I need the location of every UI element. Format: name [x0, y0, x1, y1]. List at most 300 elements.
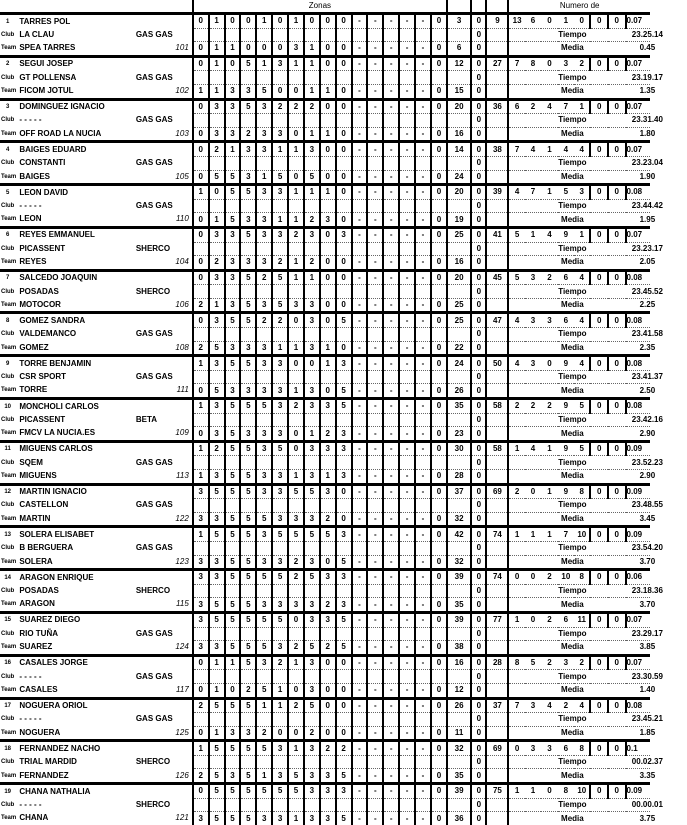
- lap1-zone-score: 5: [272, 570, 288, 585]
- empty-zone-cell: [336, 71, 352, 85]
- club-penalty: 0: [471, 199, 486, 213]
- extra-count: 0: [608, 741, 626, 756]
- lap2-penalty: 0: [471, 170, 486, 185]
- lap1-zone-score: 3: [320, 784, 336, 799]
- ratio-value: 0.08: [626, 698, 650, 713]
- score-count: 9: [558, 484, 574, 499]
- lap2-zone-score: 3: [256, 298, 272, 313]
- tiempo-value: 23.54.20: [631, 543, 663, 553]
- lap2-zone-score: -: [352, 384, 368, 399]
- lap2-zone-score: 3: [193, 812, 209, 825]
- lap1-zone-score: -: [415, 484, 431, 499]
- rider-team: SUAREZ: [19, 642, 53, 652]
- lap1-zone-score: 5: [272, 612, 288, 627]
- rider-club: - - - - -: [19, 714, 42, 724]
- lap2-zone-score: -: [383, 298, 399, 313]
- lap2-zone-score: -: [352, 683, 368, 698]
- lap2-zone-score: 0: [272, 84, 288, 99]
- tiempo-value: 23.44.42: [631, 201, 663, 211]
- lap2-zone-score: -: [383, 683, 399, 698]
- lap1-zone-score: 1: [256, 56, 272, 71]
- lap2-zone-score: 5: [225, 641, 241, 656]
- lap2-zone-score: -: [415, 84, 431, 99]
- extra-count: 0: [608, 14, 626, 29]
- lap2-zone-score: 0: [431, 427, 447, 442]
- empty-zone-cell: [240, 798, 256, 812]
- rider-club-row: [0, 156, 650, 170]
- lap1-zone-score: 5: [240, 484, 256, 499]
- lap1-zone-score: 5: [225, 612, 241, 627]
- lap2-zone-score: 0: [431, 213, 447, 228]
- tiempo-cell: [508, 456, 663, 470]
- empty-total-cell: [447, 242, 471, 256]
- lap1-zone-score: 5: [240, 570, 256, 585]
- lap1-zone-score: 1: [193, 741, 209, 756]
- lap1-zone-score: 1: [193, 356, 209, 371]
- lap2-zone-score: 0: [336, 726, 352, 741]
- lap2-zone-score: -: [383, 427, 399, 442]
- empty-zone-cell: [288, 584, 304, 598]
- lap2-zone-score: 3: [288, 598, 304, 613]
- tiempo-cell: [508, 713, 663, 727]
- empty-zone-cell: [431, 242, 447, 256]
- score-count: 6: [558, 270, 574, 285]
- lap2-zone-score: 0: [193, 213, 209, 228]
- lap1-zone-score: 5: [225, 784, 241, 799]
- lap1-total: 26: [447, 698, 471, 713]
- lap1-zone-score: 3: [304, 784, 320, 799]
- lap2-zone-score: 0: [193, 127, 209, 142]
- lap1-zone-score: 0: [336, 185, 352, 200]
- rider-position: 16: [0, 655, 15, 670]
- lap2-penalty: 0: [471, 84, 486, 99]
- grand-total: 75: [486, 784, 508, 799]
- team-label: Team: [1, 130, 17, 137]
- score-count: 7: [525, 185, 541, 200]
- lap1-zone-score: 5: [240, 99, 256, 114]
- media-cell: [508, 641, 656, 656]
- lap1-zone-score: 0: [288, 313, 304, 328]
- rider-team-row: [0, 641, 650, 656]
- media-value: 1.40: [639, 685, 656, 695]
- lap2-zone-score: 3: [320, 769, 336, 784]
- lap1-zone-score: 3: [240, 142, 256, 157]
- lap2-zone-score: 5: [288, 769, 304, 784]
- rider-team: TORRE: [19, 385, 48, 395]
- rider-name: FERNANDEZ NACHO: [15, 741, 192, 756]
- lap2-zone-score: -: [367, 213, 383, 228]
- lap1-zone-score: -: [367, 570, 383, 585]
- extra-count: 0: [590, 399, 608, 414]
- lap1-zone-score: 3: [336, 527, 352, 542]
- score-count: 3: [558, 56, 574, 71]
- empty-zone-cell: [399, 627, 415, 641]
- empty-zone-cell: [399, 28, 415, 42]
- tiempo-label: Tiempo: [558, 29, 587, 39]
- media-value: 2.50: [639, 385, 656, 395]
- score-count: 1: [558, 14, 574, 29]
- lap1-total: 12: [447, 56, 471, 71]
- rider-name: BAIGES EDUARD: [15, 142, 192, 157]
- lap2-zone-score: -: [415, 384, 431, 399]
- rider-club: CSR SPORT: [19, 372, 66, 382]
- lap1-zone-score: 3: [272, 356, 288, 371]
- score-count: 4: [508, 313, 524, 328]
- empty-zone-cell: [352, 71, 368, 85]
- media-value: 2.90: [639, 428, 656, 438]
- empty-zone-cell: [288, 670, 304, 684]
- empty-zone-cell: [304, 499, 320, 513]
- tiempo-label: Tiempo: [558, 671, 587, 681]
- lap2-zone-score: 0: [431, 683, 447, 698]
- rider-team-row: [0, 598, 650, 613]
- tiempo-label: Tiempo: [558, 414, 587, 424]
- score-count: 10: [558, 570, 574, 585]
- empty-zone-cell: [256, 28, 272, 42]
- extra-count: 0: [590, 227, 608, 242]
- empty-zone-cell: [320, 755, 336, 769]
- empty-zone-cell: [209, 370, 225, 384]
- lap2-zone-score: 5: [304, 170, 320, 185]
- lap2-zone-score: 3: [256, 470, 272, 485]
- empty-zone-cell: [288, 71, 304, 85]
- lap2-zone-score: 1: [272, 213, 288, 228]
- score-count: 0: [541, 356, 557, 371]
- lap2-zone-score: 0: [431, 256, 447, 271]
- lap1-penalty: 0: [471, 698, 486, 713]
- lap2-zone-score: 3: [320, 812, 336, 825]
- lap2-zone-score: -: [367, 127, 383, 142]
- lap1-zone-score: -: [367, 484, 383, 499]
- empty-zone-cell: [383, 328, 399, 342]
- lap1-penalty: 0: [471, 356, 486, 371]
- lap2-zone-score: 0: [288, 127, 304, 142]
- tiempo-value: 00.00.01: [631, 799, 663, 809]
- lap2-zone-score: 0: [431, 298, 447, 313]
- lap1-zone-score: 2: [288, 570, 304, 585]
- lap2-zone-score: 3: [225, 256, 241, 271]
- rider-position: 3: [0, 99, 15, 114]
- rider-club: POSADAS: [19, 286, 59, 296]
- empty-zone-cell: [209, 413, 225, 427]
- lap1-zone-score: 0: [225, 14, 241, 29]
- lap2-total: 36: [447, 812, 471, 825]
- lap2-total: 22: [447, 341, 471, 356]
- lap2-zone-score: 5: [240, 598, 256, 613]
- lap2-zone-score: 5: [240, 555, 256, 570]
- ratio-value: 0.08: [626, 185, 650, 200]
- rider-row: [0, 313, 650, 328]
- media-label: Media: [561, 300, 584, 310]
- lap2-zone-score: 0: [320, 170, 336, 185]
- results-body: [0, 14, 663, 825]
- score-count: 7: [508, 698, 524, 713]
- score-count: 1: [525, 227, 541, 242]
- lap2-zone-score: 5: [240, 298, 256, 313]
- lap1-zone-score: -: [399, 784, 415, 799]
- lap2-zone-score: 0: [431, 170, 447, 185]
- rider-club: TRIAL MARDID: [19, 757, 77, 767]
- tiempo-cell: [508, 370, 663, 384]
- empty-zone-cell: [304, 156, 320, 170]
- lap1-zone-score: -: [352, 399, 368, 414]
- empty-zone-cell: [272, 456, 288, 470]
- lap2-zone-score: 0: [336, 170, 352, 185]
- empty-gt-cell: [486, 156, 508, 170]
- lap1-zone-score: 5: [225, 399, 241, 414]
- lap2-zone-score: -: [383, 769, 399, 784]
- empty-zone-cell: [431, 413, 447, 427]
- rider-club-row: [0, 755, 650, 769]
- empty-zone-cell: [431, 28, 447, 42]
- rider-club-row: [0, 456, 650, 470]
- extra-count: 0: [590, 612, 608, 627]
- lap2-zone-score: 0: [320, 298, 336, 313]
- rider-row: [0, 99, 650, 114]
- lap1-zone-score: 0: [193, 784, 209, 799]
- lap1-zone-score: 0: [193, 142, 209, 157]
- club-penalty: 0: [471, 670, 486, 684]
- lap1-zone-score: -: [415, 185, 431, 200]
- lap2-zone-score: -: [415, 812, 431, 825]
- empty-zone-cell: [336, 199, 352, 213]
- media-cell: [508, 170, 656, 185]
- lap2-penalty: 0: [471, 512, 486, 527]
- lap1-zone-score: 0: [336, 698, 352, 713]
- rider-club-row: [0, 242, 650, 256]
- lap1-zone-score: -: [367, 270, 383, 285]
- rider-club-row: [0, 413, 650, 427]
- lap2-zone-score: 3: [193, 512, 209, 527]
- lap2-zone-score: 3: [272, 812, 288, 825]
- empty-zone-cell: [304, 370, 320, 384]
- extra-count: 0: [608, 270, 626, 285]
- extra-count: 0: [608, 56, 626, 71]
- lap1-total: 39: [447, 784, 471, 799]
- lap1-penalty: 0: [471, 741, 486, 756]
- rider-position: 2: [0, 56, 15, 71]
- tiempo-value: 23.18.36: [631, 586, 663, 596]
- extra-count: 0: [590, 570, 608, 585]
- rider-club-row: [0, 285, 650, 299]
- lap1-zone-score: 5: [225, 356, 241, 371]
- club-label: Club: [1, 160, 15, 167]
- lap1-zone-score: -: [415, 655, 431, 670]
- lap1-zone-score: 5: [256, 570, 272, 585]
- score-count: 4: [541, 227, 557, 242]
- empty-zone-cell: [225, 328, 241, 342]
- empty-zone-cell: [209, 156, 225, 170]
- empty-zone-cell: [225, 114, 241, 128]
- lap2-zone-score: 5: [209, 341, 225, 356]
- rider-club: VALDEMANCO: [19, 329, 77, 339]
- lap1-zone-score: -: [383, 142, 399, 157]
- empty-zone-cell: [336, 370, 352, 384]
- empty-zone-cell: [399, 114, 415, 128]
- empty-gt-cell: [486, 798, 508, 812]
- rider-name: TORRE BENJAMIN: [15, 356, 192, 371]
- club-penalty: 0: [471, 242, 486, 256]
- extra-count: 0: [608, 484, 626, 499]
- empty-zone-cell: [399, 328, 415, 342]
- lap1-zone-score: 3: [225, 227, 241, 242]
- lap2-zone-score: -: [399, 512, 415, 527]
- lap1-zone-score: -: [399, 14, 415, 29]
- rider-team-row: [0, 769, 650, 784]
- tiempo-cell: [508, 798, 663, 812]
- empty-zone-cell: [225, 755, 241, 769]
- empty-zone-cell: [225, 285, 241, 299]
- lap2-zone-score: -: [352, 512, 368, 527]
- lap1-total: 20: [447, 270, 471, 285]
- empty-zone-cell: [336, 328, 352, 342]
- empty-zone-cell: [272, 713, 288, 727]
- lap2-zone-score: -: [399, 42, 415, 57]
- lap2-penalty: 0: [471, 127, 486, 142]
- media-value: 3.70: [639, 599, 656, 609]
- lap2-zone-score: 3: [272, 384, 288, 399]
- empty-zone-cell: [352, 670, 368, 684]
- empty-zone-cell: [431, 456, 447, 470]
- ratio-value: 0.07: [626, 99, 650, 114]
- lap1-zone-score: 5: [209, 484, 225, 499]
- empty-total-cell: [447, 755, 471, 769]
- lap1-zone-score: 2: [288, 227, 304, 242]
- lap2-zone-score: 3: [304, 812, 320, 825]
- score-count: 0: [541, 784, 557, 799]
- empty-zone-cell: [240, 199, 256, 213]
- rider-position: 8: [0, 313, 15, 328]
- lap2-penalty: 0: [471, 470, 486, 485]
- media-label: Media: [561, 385, 584, 395]
- extra-count: 0: [590, 698, 608, 713]
- empty-zone-cell: [304, 114, 320, 128]
- rider-name: SEGUI JOSEP: [15, 56, 192, 71]
- lap1-zone-score: -: [367, 441, 383, 456]
- lap1-zone-score: -: [367, 14, 383, 29]
- lap1-zone-score: 0: [320, 14, 336, 29]
- empty-zone-cell: [320, 28, 336, 42]
- grand-total: 27: [486, 56, 508, 71]
- lap2-zone-score: 0: [193, 384, 209, 399]
- lap2-zone-score: 1: [304, 84, 320, 99]
- team-label: Team: [1, 301, 17, 308]
- rider-team: FICOM JOTUL: [19, 86, 74, 96]
- score-count: 2: [508, 484, 524, 499]
- media-value: 1.35: [639, 86, 656, 96]
- rider-row: [0, 399, 650, 414]
- lap2-zone-score: -: [367, 170, 383, 185]
- empty-zone-cell: [431, 328, 447, 342]
- tiempo-value: 23.19.17: [631, 72, 663, 82]
- lap1-zone-score: 5: [240, 784, 256, 799]
- empty-zone-cell: [383, 499, 399, 513]
- lap2-zone-score: -: [367, 298, 383, 313]
- empty-zone-cell: [272, 627, 288, 641]
- lap1-zone-score: 0: [431, 484, 447, 499]
- media-label: Media: [561, 556, 584, 566]
- empty-zone-cell: [367, 713, 383, 727]
- tiempo-value: 23.25.14: [631, 29, 663, 39]
- empty-zone-cell: [288, 627, 304, 641]
- empty-total-cell: [447, 114, 471, 128]
- empty-zone-cell: [399, 713, 415, 727]
- rider-club: RIO TUÑA: [19, 628, 58, 638]
- rider-club: PICASSENT: [19, 414, 66, 424]
- rider-team-row: [0, 683, 650, 698]
- lap1-zone-score: 5: [256, 399, 272, 414]
- lap1-zone-score: -: [352, 527, 368, 542]
- lap2-zone-score: 0: [193, 42, 209, 57]
- rider-position: 12: [0, 484, 15, 499]
- lap2-zone-score: 3: [272, 427, 288, 442]
- rider-team: LEON: [19, 214, 42, 224]
- empty-zone-cell: [352, 285, 368, 299]
- lap1-zone-score: -: [399, 655, 415, 670]
- ratio-value: 0.08: [626, 399, 650, 414]
- lap2-penalty: 0: [471, 256, 486, 271]
- rider-row: [0, 441, 650, 456]
- empty-zone-cell: [209, 114, 225, 128]
- media-value: 2.35: [639, 342, 656, 352]
- lap2-zone-score: -: [352, 726, 368, 741]
- lap2-zone-score: 0: [288, 726, 304, 741]
- extra-count: 0: [590, 99, 608, 114]
- club-penalty: 0: [471, 71, 486, 85]
- empty-zone-cell: [209, 456, 225, 470]
- lap2-zone-score: 3: [209, 127, 225, 142]
- lap1-zone-score: 5: [225, 313, 241, 328]
- rider-team-row: [0, 812, 650, 825]
- lap1-penalty: 0: [471, 56, 486, 71]
- lap1-zone-score: 3: [209, 356, 225, 371]
- lap1-zone-score: 0: [431, 741, 447, 756]
- lap2-zone-score: 1: [288, 470, 304, 485]
- lap2-zone-score: 3: [225, 298, 241, 313]
- rider-number: 117: [169, 683, 193, 698]
- empty-zone-cell: [383, 156, 399, 170]
- lap2-zone-score: 1: [256, 170, 272, 185]
- score-count: 0: [541, 56, 557, 71]
- lap2-zone-score: 1: [288, 384, 304, 399]
- empty-zone-cell: [240, 584, 256, 598]
- score-count: 1: [541, 142, 557, 157]
- lap2-zone-score: -: [383, 170, 399, 185]
- score-count: 0: [574, 14, 590, 29]
- empty-total-cell: [447, 456, 471, 470]
- score-count: 1: [508, 527, 524, 542]
- lap1-zone-score: 5: [256, 784, 272, 799]
- rider-number: 104: [169, 256, 193, 271]
- empty-zone-cell: [320, 370, 336, 384]
- lap1-zone-score: 2: [320, 741, 336, 756]
- lap2-zone-score: -: [399, 341, 415, 356]
- lap2-zone-score: 3: [336, 470, 352, 485]
- empty-zone-cell: [320, 199, 336, 213]
- lap1-zone-score: 0: [431, 99, 447, 114]
- extra-count: 0: [608, 185, 626, 200]
- lap2-zone-score: 0: [225, 683, 241, 698]
- team-label: Team: [1, 772, 17, 779]
- lap1-zone-score: 5: [209, 612, 225, 627]
- lap2-zone-score: 0: [320, 726, 336, 741]
- rider-number: 102: [169, 84, 193, 99]
- team-label: Team: [1, 88, 17, 95]
- rider-team: MOTOCOR: [19, 299, 61, 309]
- lap2-zone-score: -: [352, 298, 368, 313]
- empty-zone-cell: [320, 242, 336, 256]
- empty-zone-cell: [352, 541, 368, 555]
